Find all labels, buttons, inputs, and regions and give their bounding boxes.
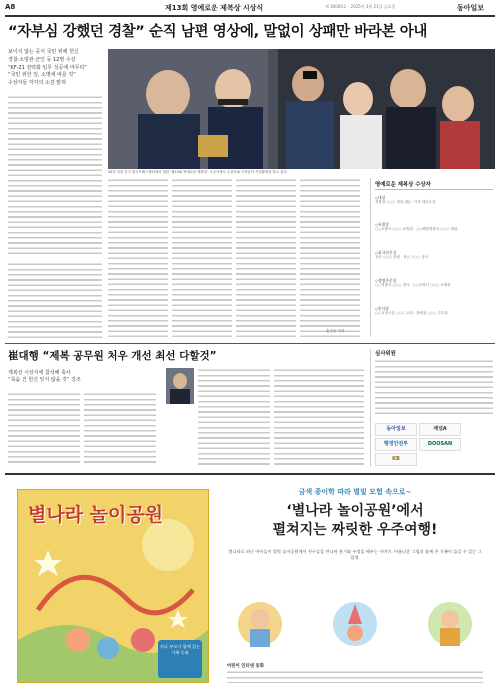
advertisement[interactable] — [5, 477, 495, 687]
left-body-text — [8, 95, 102, 257]
issue-info: 제 30000호 · 2025년 3월 21일 금요일 — [325, 4, 396, 9]
section-title: 제13회 영예로운 제복상 시상식 — [165, 4, 264, 12]
sponsor-logo-3: 행정안전부 — [375, 438, 417, 451]
interview-photo — [166, 368, 194, 404]
photo-caption: 20일 서울 중구 한국프레스센터에서 열린 ‘제13회 영예로운 제복상’ 시상식에서 수상자와 가족들이 기념촬영을 하고 있다. — [108, 170, 288, 174]
sponsors-title: 심사위원 — [375, 351, 396, 357]
awards-group-heading: ◇생명존중상 — [375, 278, 397, 283]
awards-group-heading: ◇봉사상 — [375, 306, 389, 311]
sponsor-logo-1: 동아일보 — [375, 423, 417, 436]
interview-col-4 — [274, 368, 364, 466]
subhead-3: “KF-21 전력화 임무 성공에 마무리” — [8, 64, 87, 71]
ceremony-photo-illustration — [108, 49, 495, 169]
ad-title-line-2: 펼쳐지는 짜릿한 우주여행! — [272, 522, 438, 538]
ad-illustration — [220, 589, 490, 659]
subhead-1: 보이지 않는 곳서 국민 위해 헌신 — [8, 49, 79, 55]
awards-group-names: ○○소방서 ○○○ 소방위 · ○○해양경찰서 ○○○ 경위 — [375, 227, 458, 232]
page-header — [5, 3, 495, 13]
interview-subhead-2: “목숨 건 헌신 잊지 않을 것” 강조 — [8, 377, 81, 383]
book-title: 별나라 놀이공원 — [28, 504, 164, 526]
body-col-4 — [300, 178, 360, 338]
sponsors-box — [370, 349, 495, 467]
awards-group-names: 경찰청 ○○○ 경감 (故) · 가족 대리수상 — [375, 200, 436, 205]
main-photo — [108, 49, 495, 169]
ad-description: 별나라로 떠난 아이들이 별빛 놀이공원에서 친구들을 만나며 용기와 우정을 배우는 이야기. 아름다운 그림과 함께 온 가족이 즐길 수 있는 그림책. — [228, 549, 482, 561]
subhead-list — [8, 49, 102, 88]
subhead-5: 수상자들 각각의 소감 밝혀 — [8, 80, 66, 87]
body-col-2 — [172, 178, 232, 338]
awards-group-3 — [375, 250, 493, 260]
section-divider — [5, 343, 495, 344]
author-bio — [227, 670, 483, 683]
portrait-illustration — [166, 368, 194, 404]
awards-group-names: ○○교정시설 ○○○ 교위 · 관세청 ○○○ 주무관 — [375, 311, 448, 316]
ad-divider — [5, 473, 495, 475]
sponsor-logo-2: 채널A — [419, 423, 461, 436]
sponsors-text — [375, 359, 493, 417]
awards-group-4 — [375, 278, 493, 288]
ad-spot-illustrations — [220, 589, 490, 659]
awards-group-2 — [375, 222, 493, 232]
awards-title-rule — [375, 189, 493, 190]
interview-subhead-1: 제복상 시상식에 참석해 축사 — [8, 370, 71, 376]
ad-kicker: 금색 종이학 따라 별빛 모험 속으로~ — [298, 488, 412, 496]
ad-title-line-1: ‘별나라 놀이공원’에서 — [286, 503, 424, 519]
book-cover[interactable] — [17, 489, 209, 683]
awards-group-5 — [375, 306, 493, 316]
sponsor-logo-4: DOOSAN — [419, 438, 461, 451]
author-label: 어린이 인터넷 동화 — [227, 664, 264, 669]
main-headline: “자부심 강했던 경찰” 순직 남편 영상에, 말없이 상패만 바라본 아내 — [8, 24, 427, 40]
interview-headline: 崔대행 “제복 공무원 처우 개선 최선 다할것” — [8, 350, 217, 362]
left-body-lower — [8, 262, 102, 338]
awards-group-heading: ◇대상 — [375, 195, 386, 200]
subhead-2: 경찰·소방관·군인 등 12명 수상 — [8, 56, 76, 63]
awards-group-names: ○○경찰서 ○○○ 경사 · ○○소방서 ○○○ 소방장 — [375, 283, 451, 288]
awards-group-names: 공군 ○○○ 중령 · 육군 ○○○ 상사 — [375, 255, 429, 260]
book-badge: 지나 부모가 함께 읽는 가족 동화 — [158, 640, 202, 678]
byline: 홍길동 기자 — [326, 329, 345, 333]
body-col-1 — [108, 178, 168, 338]
interview-col-1 — [8, 392, 80, 466]
subhead-4: “국민 위한 일, 소명에 따를 것” — [8, 72, 76, 79]
awards-box — [370, 178, 495, 337]
awards-title: 영예로운 제복상 수상자 — [375, 182, 431, 188]
sponsor-logo-5: KB — [375, 453, 417, 466]
header-divider — [5, 15, 495, 17]
awards-group-heading: ◇특별상 — [375, 222, 389, 227]
interview-col-3 — [198, 368, 270, 466]
body-col-3 — [236, 178, 296, 338]
page-number: A8 — [5, 3, 16, 11]
awards-group-1 — [375, 195, 493, 205]
masthead-logo: 동아일보 — [457, 3, 485, 12]
awards-group-heading: ◇위국헌신상 — [375, 250, 397, 255]
interview-col-2 — [84, 392, 156, 466]
